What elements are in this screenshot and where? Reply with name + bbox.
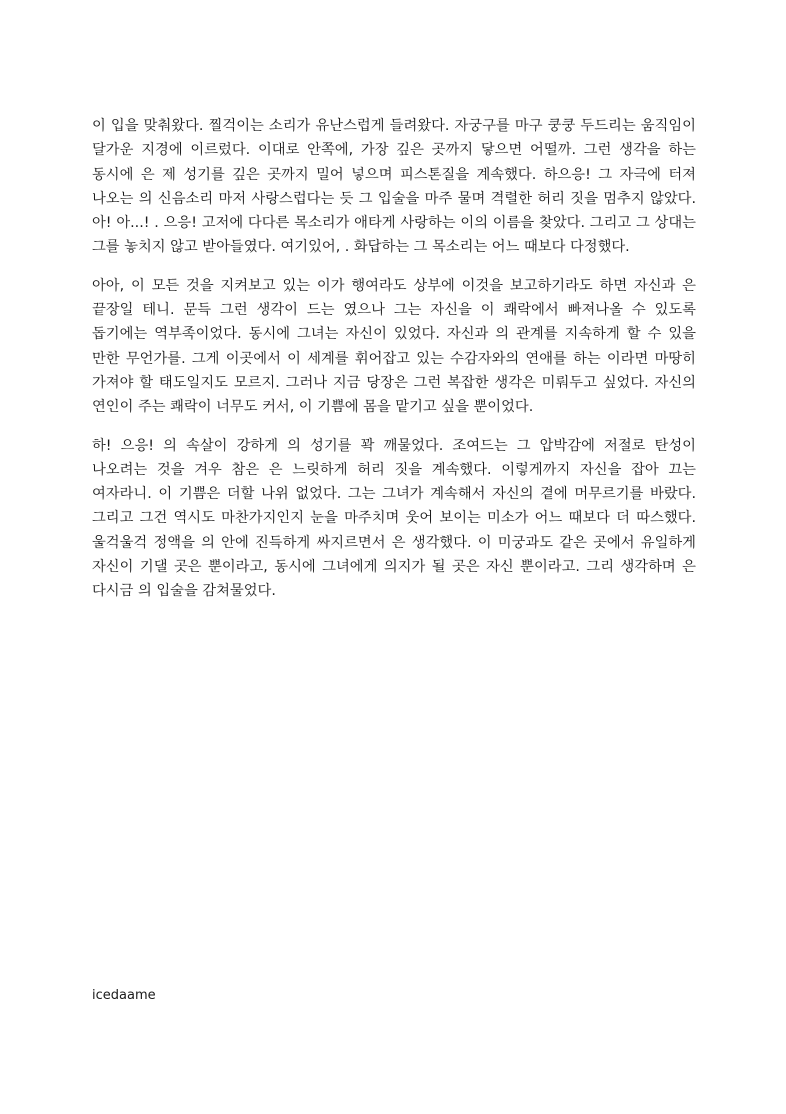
paragraph-2: 아아, 이 모든 것을 지켜보고 있는 이가 행여라도 상부에 이것을 보고하기라도 하면 자신과 은 끝장일 테니. 문득 그런 생각이 드는 였으나 그는 자신을 이 쾌락에서 빠져나올 수 있도록 돕기에는 역부족이었다. 동시에 그녀는 자신이 있었다. 자신과 의 관계를 지속하게 할 수 있을 만한 무언가를. 그게 이곳에서 이 세계를 휘어잡고 있는 수감자와의 연애를 하는 이라면 마땅히 가져야 할 태도일지도 모르지. 그러나 지금 당장은 그런 복잡한 생각은 미뤄두고 싶었다. 자신의 연인이 주는 쾌락이 너무도 커서, 이 기쁨에 몸을 맡기고 싶을 뿐이었다.	[92, 277, 696, 416]
paragraph-3: 하! 으응! 의 속살이 강하게 의 성기를 꽉 깨물었다. 조여드는 그 압박감에 저절로 탄성이 나오려는 것을 겨우 참은 은 느릿하게 허리 짓을 계속했다. 이렇게까지 자신을 잡아 끄는 여자라니. 이 기쁨은 더할 나위 없었다. 그는 그녀가 계속해서 자신의 곁에 머무르기를 바랐다. 그리고 그건 역시도 마찬가지인지 눈을 마주치며 웃어 보이는 미소가 어느 때보다 더 따스했다. 울걱울걱 정액을 의 안에 진득하게 싸지르면서 은 생각했다. 이 미궁과도 같은 곳에서 유일하게 자신이 기댈 곳은 뿐이라고, 동시에 그녀에게 의지가 될 곳은 자신 뿐이라고. 그리 생각하며 은 다시금 의 입술을 감쳐물었다.	[92, 437, 696, 600]
body-text	[92, 114, 696, 618]
footer-signature: icedaame	[92, 988, 156, 1003]
paragraph-1: 이 입을 맞춰왔다. 찔걱이는 소리가 유난스럽게 들려왔다. 자궁구를 마구 쿵쿵 두드리는 움직임이 달가운 지경에 이르렀다. 이대로 안쪽에, 가장 깊은 곳까지 닿으면 어떨까. 그런 생각을 하는 동시에 은 제 성기를 깊은 곳까지 밀어 넣으며 피스톤질을 계속했다. 하으응! 그 자극에 터져 나오는 의 신음소리 마저 사랑스럽다는 듯 그 입술을 마주 물며 격렬한 허리 짓을 멈추지 않았다. 아! 아...! . 으응! 고저에 다다른 목소리가 애타게 사랑하는 이의 이름을 찾았다. 그리고 그 상대는 그를 놓치지 않고 받아들였다. 여기있어, . 화답하는 그 목소리는 어느 때보다 다정했다.	[92, 118, 696, 256]
